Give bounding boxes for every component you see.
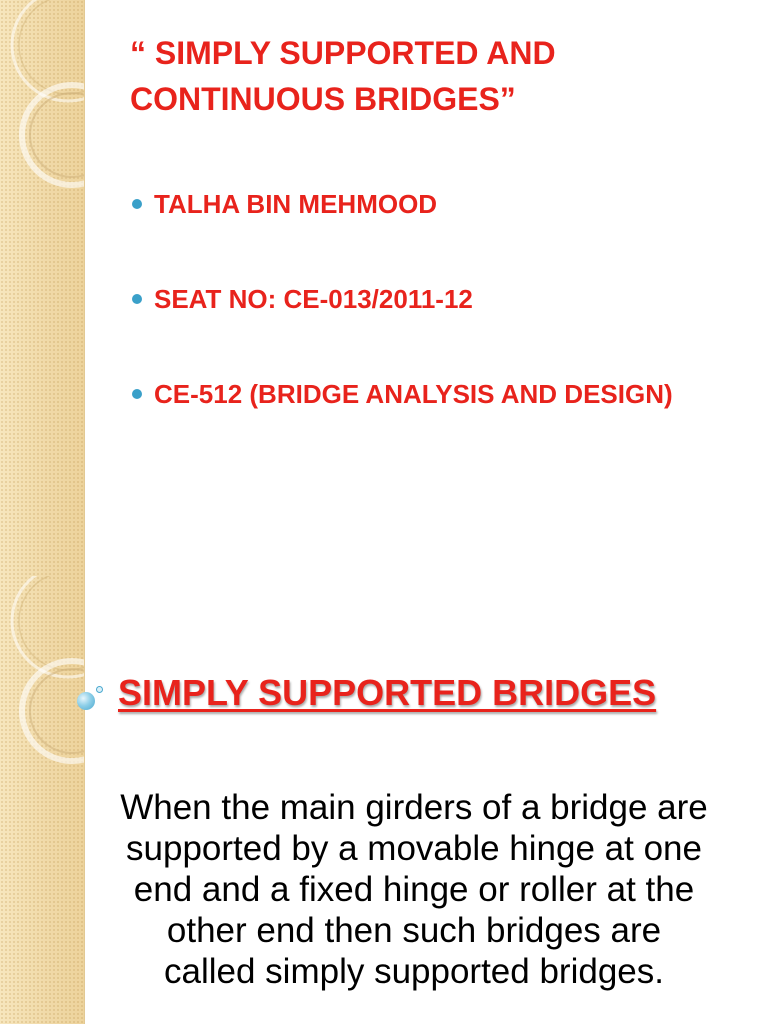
bullet-item-seat-no: [130, 275, 673, 323]
bullet-icon: [132, 389, 142, 399]
bullet-text: CE-512 (BRIDGE ANALYSIS AND DESIGN): [154, 379, 673, 409]
bullet-text: TALHA BIN MEHMOOD: [154, 189, 438, 219]
definition-paragraph: When the main girders of a bridge are supported by a movable hinge at one end and a fixed hinge or roller at the other end then such bridges are called simply supported bridges.: [120, 788, 708, 991]
decorative-rings: [0, 576, 84, 1024]
decorative-side-band: [0, 576, 85, 1024]
bullet-item-author: [130, 180, 673, 228]
bullet-icon: [132, 199, 142, 209]
bullet-icon: [132, 294, 142, 304]
slide-title: “ SIMPLY SUPPORTED AND CONTINUOUS BRIDGES”: [130, 35, 556, 117]
bullet-item-course: [130, 370, 673, 418]
accent-circle-icon: [77, 692, 95, 710]
decorative-rings: [0, 0, 84, 576]
bullet-text: SEAT NO: CE-013/2011-12: [154, 284, 473, 314]
accent-small-circle-icon: [96, 686, 103, 693]
decorative-side-band: [0, 0, 85, 576]
bullet-list: [130, 180, 673, 465]
slide-2: [0, 576, 768, 1024]
section-heading: SIMPLY SUPPORTED BRIDGES: [118, 672, 657, 713]
